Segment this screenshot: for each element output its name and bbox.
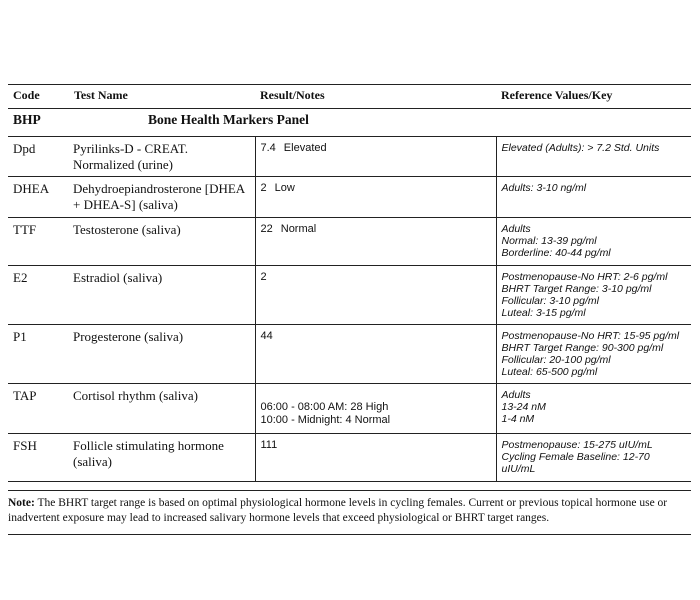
reference-values xyxy=(496,177,691,218)
test-result xyxy=(255,137,496,177)
test-name: Estradiol (saliva) xyxy=(68,266,255,325)
header-code: Code xyxy=(8,85,68,109)
reference-line: Postmenopause-No HRT: 15-95 pg/ml xyxy=(501,330,680,342)
result-value: 111 xyxy=(260,439,278,451)
table-header-row xyxy=(8,85,691,109)
table-row xyxy=(8,177,691,218)
test-result xyxy=(255,434,496,482)
reference-line: Adults: 3-10 ng/ml xyxy=(501,182,587,194)
table-row xyxy=(8,266,691,325)
reference-line: Elevated (Adults): > 7.2 Std. Units xyxy=(501,142,660,154)
footnote xyxy=(8,490,691,535)
reference-line: Cycling Female Baseline: 12-70 xyxy=(501,451,650,463)
test-code: TTF xyxy=(8,218,68,266)
reference-line: Follicular: 3-10 pg/ml xyxy=(501,295,599,307)
test-code: FSH xyxy=(8,434,68,482)
header-result: Result/Notes xyxy=(255,85,496,109)
panel-row xyxy=(8,109,691,137)
result-flag: Low xyxy=(274,182,295,194)
test-code: TAP xyxy=(8,384,68,434)
result-line: 10:00 - Midnight: 4 Normal xyxy=(260,414,391,426)
reference-line: Luteal: 65-500 pg/ml xyxy=(501,366,598,378)
reference-line: BHRT Target Range: 3-10 pg/ml xyxy=(501,283,652,295)
test-name: Testosterone (saliva) xyxy=(68,218,255,266)
table-row xyxy=(8,384,691,434)
test-result xyxy=(255,266,496,325)
result-flag: Normal xyxy=(280,223,317,235)
result-value: 2 xyxy=(260,271,267,283)
reference-line: 13-24 nM xyxy=(501,401,546,413)
result-value: 2 xyxy=(260,182,267,194)
panel-code: BHP xyxy=(8,109,68,137)
note-label: Note: xyxy=(8,497,35,509)
reference-values xyxy=(496,434,691,482)
reference-line: Follicular: 20-100 pg/ml xyxy=(501,354,611,366)
table-row xyxy=(8,325,691,384)
reference-line: Postmenopause-No HRT: 2-6 pg/ml xyxy=(501,271,668,283)
table-row xyxy=(8,434,691,482)
reference-line: uIU/mL xyxy=(501,463,536,475)
test-code: DHEA xyxy=(8,177,68,218)
lab-report xyxy=(8,84,691,535)
result-line: 06:00 - 08:00 AM: 28 High xyxy=(260,401,389,413)
test-name: Dehydroepiandrosterone [DHEA + DHEA-S] (saliva) xyxy=(68,177,255,218)
test-code: P1 xyxy=(8,325,68,384)
test-result xyxy=(255,177,496,218)
reference-values xyxy=(496,137,691,177)
test-result xyxy=(255,384,496,434)
reference-line: Adults xyxy=(501,389,531,401)
result-value: 22 xyxy=(260,223,273,235)
test-name: Pyrilinks-D - CREAT. Normalized (urine) xyxy=(68,137,255,177)
test-name: Cortisol rhythm (saliva) xyxy=(68,384,255,434)
panel-name: Bone Health Markers Panel xyxy=(68,109,691,137)
reference-line: Normal: 13-39 pg/ml xyxy=(501,235,597,247)
header-reference: Reference Values/Key xyxy=(496,85,691,109)
reference-values xyxy=(496,325,691,384)
test-result xyxy=(255,325,496,384)
result-value: 7.4 xyxy=(260,142,276,154)
reference-line: Borderline: 40-44 pg/ml xyxy=(501,247,611,259)
results-table xyxy=(8,84,691,482)
reference-line: Luteal: 3-15 pg/ml xyxy=(501,307,586,319)
test-result xyxy=(255,218,496,266)
test-name: Follicle stimulating hormone (saliva) xyxy=(68,434,255,482)
reference-values xyxy=(496,266,691,325)
test-code: E2 xyxy=(8,266,68,325)
result-value: 44 xyxy=(260,330,273,342)
reference-line: BHRT Target Range: 90-300 pg/ml xyxy=(501,342,664,354)
table-row xyxy=(8,137,691,177)
reference-values xyxy=(496,218,691,266)
header-test-name: Test Name xyxy=(68,85,255,109)
reference-line: Postmenopause: 15-275 uIU/mL xyxy=(501,439,653,451)
table-row xyxy=(8,218,691,266)
test-name: Progesterone (saliva) xyxy=(68,325,255,384)
reference-line: 1-4 nM xyxy=(501,413,535,425)
result-flag: Elevated xyxy=(283,142,327,154)
reference-line: Adults xyxy=(501,223,531,235)
test-code: Dpd xyxy=(8,137,68,177)
note-text: The BHRT target range is based on optimal physiological hormone levels in cycling females. Current or previous topical hormone use or inadvertent exposure may lead to increased salivary hormone levels that exceed physiological or BHRT target ranges. xyxy=(8,497,668,524)
reference-values xyxy=(496,384,691,434)
